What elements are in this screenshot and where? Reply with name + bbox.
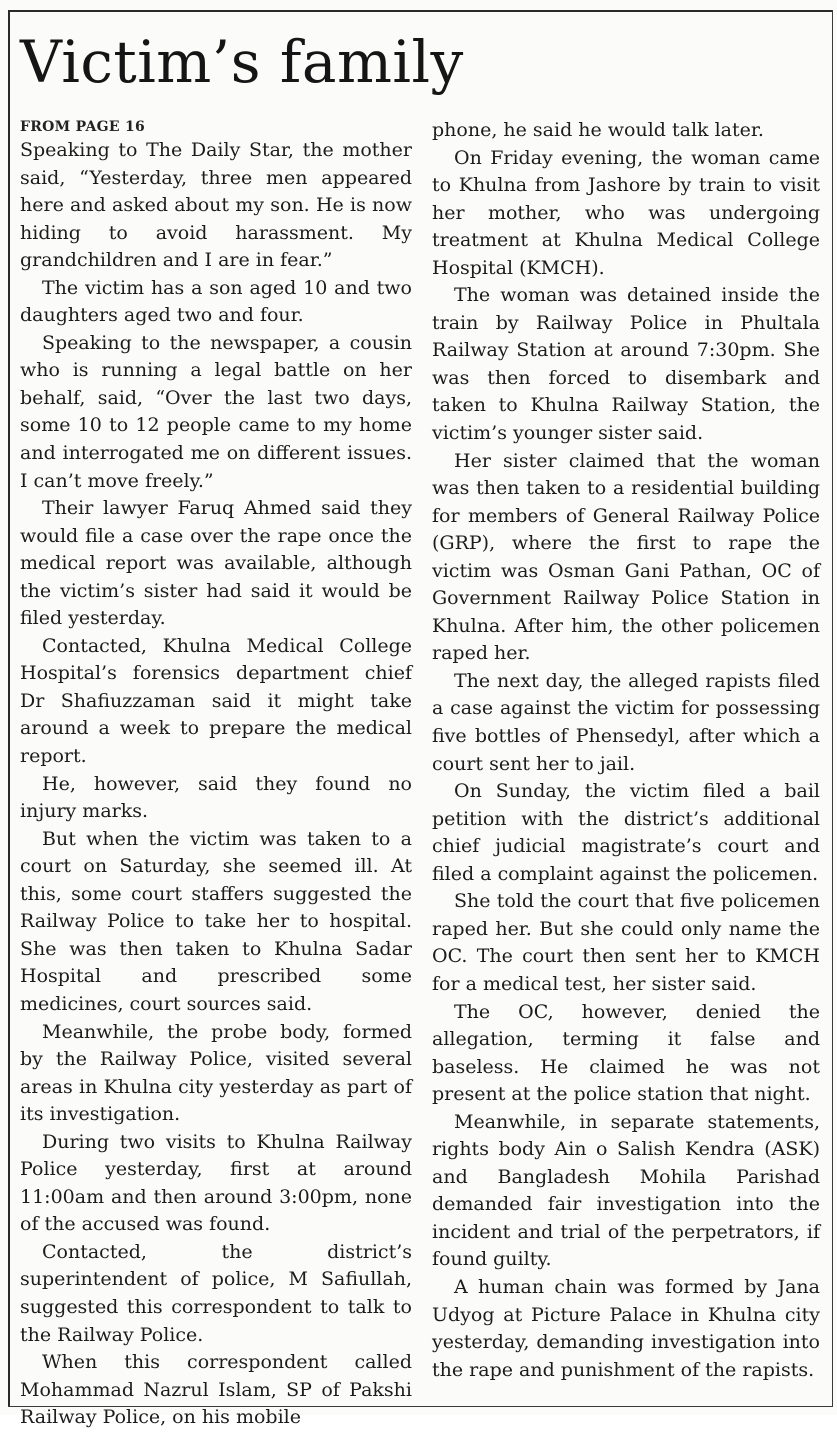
paragraph: On Friday evening, the woman came to Khulna from Jashore by train to visit her mother, who was undergoing treatment at Khulna Medical College Hospital (KMCH). xyxy=(432,146,820,279)
paragraph: Meanwhile, in separate statements, rights body Ain o Salish Kendra (ASK) and Bangladesh Mohila Parishad demanded fair investigation into the incident and trial of the perpetrators, if found guilty. xyxy=(432,1110,820,1271)
left-border-rule xyxy=(8,10,10,1407)
paragraph: On Sunday, the victim filed a bail petition with the district’s additional chief judicial magistrate’s court and filed a complaint against the policemen. xyxy=(432,780,820,885)
paragraph: Contacted, Khulna Medical College Hospital’s forensics department chief Dr Shafiuzzaman said it might take around a week to prepare the medical report. xyxy=(20,634,412,768)
headline: Victim’s family xyxy=(20,28,464,96)
article-column-left xyxy=(20,117,412,1432)
continued-from-label: FROM PAGE 16 xyxy=(20,119,146,135)
paragraph: Contacted, the district’s superintendent of police, M Safiullah, suggested this correspondent to talk to the Railway Police. xyxy=(20,1240,412,1346)
paragraph: When this correspondent called Mohammad Nazrul Islam, SP of Pakshi Railway Police, on his mobile xyxy=(20,1351,412,1429)
paragraph: Meanwhile, the probe body, formed by the Railway Police, visited several areas in Khulna city yesterday as part of its investigation. xyxy=(20,1020,412,1126)
paragraph: A human chain was formed by Jana Udyog at Picture Palace in Khulna city yesterday, demanding investigation into the rape and punishment of the rapists. xyxy=(432,1275,820,1381)
paragraph: The next day, the alleged rapists filed a case against the victim for possessing five bottles of Phensedyl, after which a court sent her to jail. xyxy=(432,669,820,775)
article-column-right xyxy=(432,117,820,1384)
right-border-rule xyxy=(832,10,833,1407)
paragraph: Speaking to The Daily Star, the mother said, “Yesterday, three men appeared here and asked about my son. He is now hiding to avoid harassment. My grandchildren and I are in fear.” xyxy=(20,139,412,272)
top-border-rule xyxy=(8,10,833,12)
paragraph: During two visits to Khulna Railway Police yesterday, first at around 11:00am and then around 3:00pm, none of the accused was found. xyxy=(20,1130,412,1236)
paragraph: The victim has a son aged 10 and two daughters aged two and four. xyxy=(20,276,412,327)
paragraph-continued: phone, he said he would talk later. xyxy=(432,119,764,141)
paragraph: Their lawyer Faruq Ahmed said they would file a case over the rape once the medical report was available, although the victim’s sister had said it would be filed yesterday. xyxy=(20,497,412,630)
paragraph: But when the victim was taken to a court on Saturday, she seemed ill. At this, some court staffers suggested the Railway Police to take her to hospital. She was then taken to Khulna Sadar Hospital and prescribed some medicines, court sources said. xyxy=(20,827,412,1015)
paragraph: She told the court that five policemen raped her. But she could only name the OC. The court then sent her to KMCH for a medical test, her sister said. xyxy=(432,890,820,995)
paragraph: He, however, said they found no injury marks. xyxy=(20,772,412,823)
paragraph: Her sister claimed that the woman was then taken to a residential building for members of General Railway Police (GRP), where the first to rape the victim was Osman Gani Pathan, OC of Government Railway Police Station in Khulna. After him, the other policemen raped her. xyxy=(432,449,820,665)
paragraph: Speaking to the newspaper, a cousin who is running a legal battle on her behalf, said, “Over the last two days, some 10 to 12 people came to my home and interrogated me on different issues. I can’t move freely.” xyxy=(20,331,412,492)
paragraph: The woman was detained inside the train by Railway Police in Phultala Railway Station at around 7:30pm. She was then forced to disembark and taken to Khulna Railway Station, the victim’s younger sister said. xyxy=(432,284,820,445)
paragraph: The OC, however, denied the allegation, terming it false and baseless. He claimed he was not present at the police station that night. xyxy=(432,1000,820,1106)
